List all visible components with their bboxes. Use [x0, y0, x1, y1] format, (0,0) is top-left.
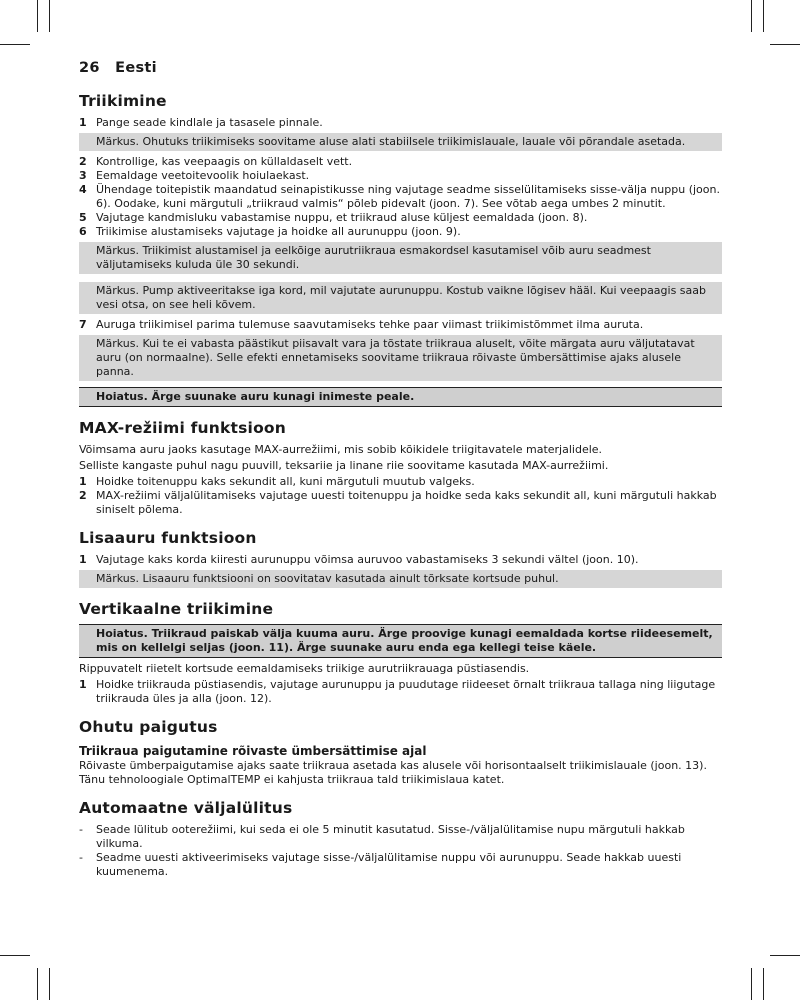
crop-mark — [751, 968, 752, 1000]
list-item — [79, 116, 722, 130]
crop-mark — [763, 0, 764, 32]
list-item — [79, 225, 722, 239]
step-text: Pange seade kindlale ja tasasele pinnale. — [96, 116, 323, 129]
step-number: 1 — [79, 553, 87, 566]
note-box: Märkus. Kui te ei vabasta päästikut piisavalt vara ja tõstate triikraua aluselt, võite märgata auru väljutatavat auru (on normaalne). Selle efekti ennetamiseks soovitame triikraua rõivaste ümbersättimise ajaks alusele panna. — [79, 335, 722, 381]
step-number: 3 — [79, 169, 87, 182]
subsection-title: Triikraua paigutamine rõivaste ümbersättimise ajal — [79, 744, 427, 758]
list-item — [79, 211, 722, 225]
list-item — [79, 851, 722, 879]
paragraph: Rippuvatelt riietelt kortsude eemaldamiseks triikige aurutriikrauaga püstiasendis. — [79, 662, 530, 675]
paragraph: Selliste kangaste puhul nagu puuvill, teksariie ja linane riie soovitame kasutada MAX-aurrežiimi. — [79, 459, 609, 472]
step-text: Eemaldage veetoitevoolik hoiulaekast. — [96, 169, 310, 182]
note-box: Märkus. Pump aktiveeritakse iga kord, mil vajutate aurunuppu. Kostub vaikne lõgisev hääl. Kui veepaagis saab vesi otsa, on see heli kõvem. — [79, 282, 722, 314]
step-number: 2 — [79, 489, 87, 502]
list-item — [79, 678, 722, 706]
list-item — [79, 155, 722, 169]
list-item — [79, 183, 722, 211]
step-number: 1 — [79, 475, 87, 488]
section-title-auto-off: Automaatne väljalülitus — [79, 799, 293, 817]
step-text: Vajutage kandmisluku vabastamise nuppu, et triikraud aluse küljest eemaldada (joon. 8). — [96, 211, 588, 224]
item-text: Seade lülitub ooterežiimi, kui seda ei ole 5 minutit kasutatud. Sisse-/väljalülitamise nupu märgutuli hakkab vilkuma. — [96, 823, 685, 850]
paragraph: Rõivaste ümberpaigutamise ajaks saate triikraua asetada kas alusele või horisontaalselt triikimislauale (joon. 13). Tänu tehnoloogiale OptimalTEMP ei kahjusta triikraua tald triikimislaua katet. — [79, 759, 707, 786]
crop-mark — [751, 0, 752, 32]
step-text: Kontrollige, kas veepaagis on küllaldaselt vett. — [96, 155, 353, 168]
crop-mark — [49, 0, 50, 32]
list-item — [79, 475, 722, 489]
step-number: 1 — [79, 116, 87, 129]
warning-box: Hoiatus. Triikraud paiskab välja kuuma auru. Ärge proovige kunagi eemaldada kortse riideesemelt, mis on kellelgi seljas (joon. 11). Ärge suunake auru enda ega kellegi teise käele. — [79, 624, 722, 658]
list-item — [79, 823, 722, 851]
language-label: Eesti — [115, 60, 157, 76]
crop-mark — [37, 0, 38, 32]
section-title-max-mode: MAX-režiimi funktsioon — [79, 419, 287, 437]
warning-box: Hoiatus. Ärge suunake auru kunagi inimeste peale. — [79, 387, 722, 407]
note-box: Märkus. Triikimist alustamisel ja eelkõige aurutriikraua esmakordsel kasutamisel võib auru seadmest väljutamiseks kuluda üle 30 sekundi. — [79, 242, 722, 274]
step-number: 1 — [79, 678, 87, 691]
step-number: 7 — [79, 318, 87, 331]
step-number: 4 — [79, 183, 87, 196]
step-text: Hoidke triikrauda püstiasendis, vajutage aurunuppu ja puudutage riideeset õrnalt triikraua tallaga ning liigutage triikrauda üles ja alla (joon. 12). — [96, 678, 716, 705]
crop-mark — [770, 955, 800, 956]
section-title-ironing: Triikimine — [79, 92, 167, 110]
note-box: Märkus. Lisaauru funktsiooni on soovitatav kasutada ainult tõrksate kortsude puhul. — [79, 570, 722, 588]
crop-mark — [770, 44, 800, 45]
step-number: 2 — [79, 155, 87, 168]
crop-mark — [0, 955, 30, 956]
step-text: Triikimise alustamiseks vajutage ja hoidke all aurunuppu (joon. 9). — [96, 225, 461, 238]
page-number: 26 — [79, 60, 100, 76]
crop-mark — [37, 968, 38, 1000]
step-text: Ühendage toitepistik maandatud seinapistikusse ning vajutage seadme sisselülitamiseks sisse-välja nuppu (joon. 6). Oodake, kuni märgutuli „triikraud valmis“ põleb pidevalt (joon. 7). See võtab aega umbes 2 minutit. — [96, 183, 720, 210]
page-header — [79, 60, 722, 78]
list-item — [79, 489, 722, 517]
step-number: 5 — [79, 211, 87, 224]
step-text: MAX-režiimi väljalülitamiseks vajutage uuesti toitenuppu ja hoidke seda kaks sekundit all, kuni märgutuli hakkab siniselt põlema. — [96, 489, 717, 516]
list-item — [79, 318, 722, 332]
list-item — [79, 169, 722, 183]
step-text: Hoidke toitenuppu kaks sekundit all, kuni märgutuli muutub valgeks. — [96, 475, 475, 488]
step-text: Auruga triikimisel parima tulemuse saavutamiseks tehke paar viimast triikimistõmmet ilma auruta. — [96, 318, 644, 331]
paragraph: Võimsama auru jaoks kasutage MAX-aurrežiimi, mis sobib kõikidele triigitavatele materjalidele. — [79, 443, 603, 456]
step-text: Vajutage kaks korda kiiresti aurunuppu võimsa auruvoo vabastamiseks 3 sekundi vältel (joon. 10). — [96, 553, 639, 566]
section-title-extra-steam: Lisaauru funktsioon — [79, 529, 257, 547]
item-text: Seadme uuesti aktiveerimiseks vajutage sisse-/väljalülitamise nuppu või aurunuppu. Seade hakkab uuesti kuumenema. — [96, 851, 682, 878]
section-title-safe-place: Ohutu paigutus — [79, 718, 218, 736]
crop-mark — [763, 968, 764, 1000]
crop-mark — [49, 968, 50, 1000]
bullet: - — [79, 851, 83, 864]
list-item — [79, 553, 722, 567]
manual-page — [79, 60, 722, 879]
section-title-vertical: Vertikaalne triikimine — [79, 600, 274, 618]
note-box: Märkus. Ohutuks triikimiseks soovitame aluse alati stabiilsele triikimislauale, lauale või põrandale asetada. — [79, 133, 722, 151]
crop-mark — [0, 44, 30, 45]
step-number: 6 — [79, 225, 87, 238]
bullet: - — [79, 823, 83, 836]
